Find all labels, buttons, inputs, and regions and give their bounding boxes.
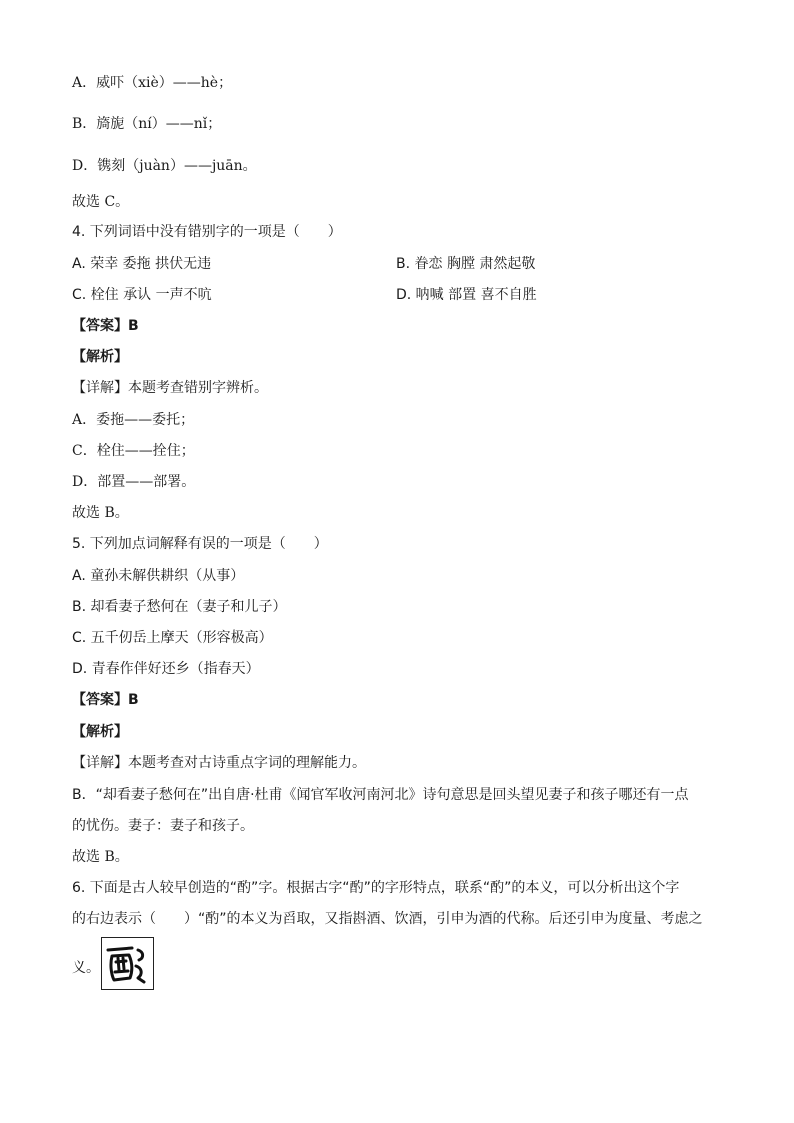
question-5-choice: 故选 B。 bbox=[72, 849, 129, 865]
answer-choice-c: 故选 C。 bbox=[72, 194, 130, 210]
ancient-character-image bbox=[101, 937, 154, 990]
question-6-line-1: 6. 下面是古人较早创造的“酌”字。根据古字“酌”的字形特点，联系“酌”的本义，可以分析出这个字 bbox=[72, 880, 680, 896]
question-4-fix-a: A．委拖——委托； bbox=[72, 412, 195, 428]
question-4-answer: 【答案】B bbox=[72, 318, 139, 334]
question-4-choice: 故选 B。 bbox=[72, 505, 129, 521]
question-4-option-a: A. 荣幸 委拖 拱伏无违 bbox=[72, 256, 212, 272]
option-a-pronunciation: A．威吓（xiè）——hè； bbox=[72, 75, 233, 91]
question-6-line-3: 义。 bbox=[72, 960, 100, 976]
question-5-option-b: B. 却看妻子愁何在（妻子和儿子） bbox=[72, 599, 287, 615]
question-5-explanation-line-1: B．“却看妻子愁何在”出自唐·杜甫《闻官军收河南河北》诗句意思是回头望见妻子和孩子哪还有一点 bbox=[72, 787, 689, 803]
question-5-analysis-heading: 【解析】 bbox=[72, 724, 128, 740]
question-4-fix-d: D．部置——部署。 bbox=[72, 474, 196, 490]
question-4-option-d: D. 呐喊 部置 喜不自胜 bbox=[396, 287, 537, 303]
ancient-zhuo-glyph-icon bbox=[102, 938, 152, 988]
question-5-option-a: A. 童孙未解供耕织（从事） bbox=[72, 568, 245, 584]
option-d-pronunciation: D．镌刻（juàn）——juān。 bbox=[72, 158, 257, 174]
question-5-detail: 【详解】本题考查对古诗重点字词的理解能力。 bbox=[72, 755, 366, 771]
question-5-option-d: D. 青春作伴好还乡（指春天） bbox=[72, 661, 260, 677]
question-4-option-b: B. 眷恋 胸膛 肃然起敬 bbox=[396, 256, 536, 272]
option-b-pronunciation: B．旖旎（ní）——nǐ； bbox=[72, 116, 222, 132]
question-5-explanation-line-2: 的忧伤。妻子：妻子和孩子。 bbox=[72, 818, 254, 834]
question-6-line-2: 的右边表示（ ）“酌”的本义为舀取，又指斟酒、饮酒，引申为酒的代称。后还引申为度量、考虑之 bbox=[72, 911, 703, 927]
question-4-stem: 4. 下列词语中没有错别字的一项是（ ） bbox=[72, 224, 342, 240]
question-4-analysis-heading: 【解析】 bbox=[72, 349, 128, 365]
question-4-option-c: C. 栓住 承认 一声不吭 bbox=[72, 287, 212, 303]
question-4-detail: 【详解】本题考查错别字辨析。 bbox=[72, 380, 268, 396]
question-5-answer: 【答案】B bbox=[72, 692, 139, 708]
question-5-stem: 5. 下列加点词解释有误的一项是（ ） bbox=[72, 536, 328, 552]
question-4-fix-c: C．栓住——拴住； bbox=[72, 443, 195, 459]
question-5-option-c: C. 五千仞岳上摩天（形容极高） bbox=[72, 630, 273, 646]
